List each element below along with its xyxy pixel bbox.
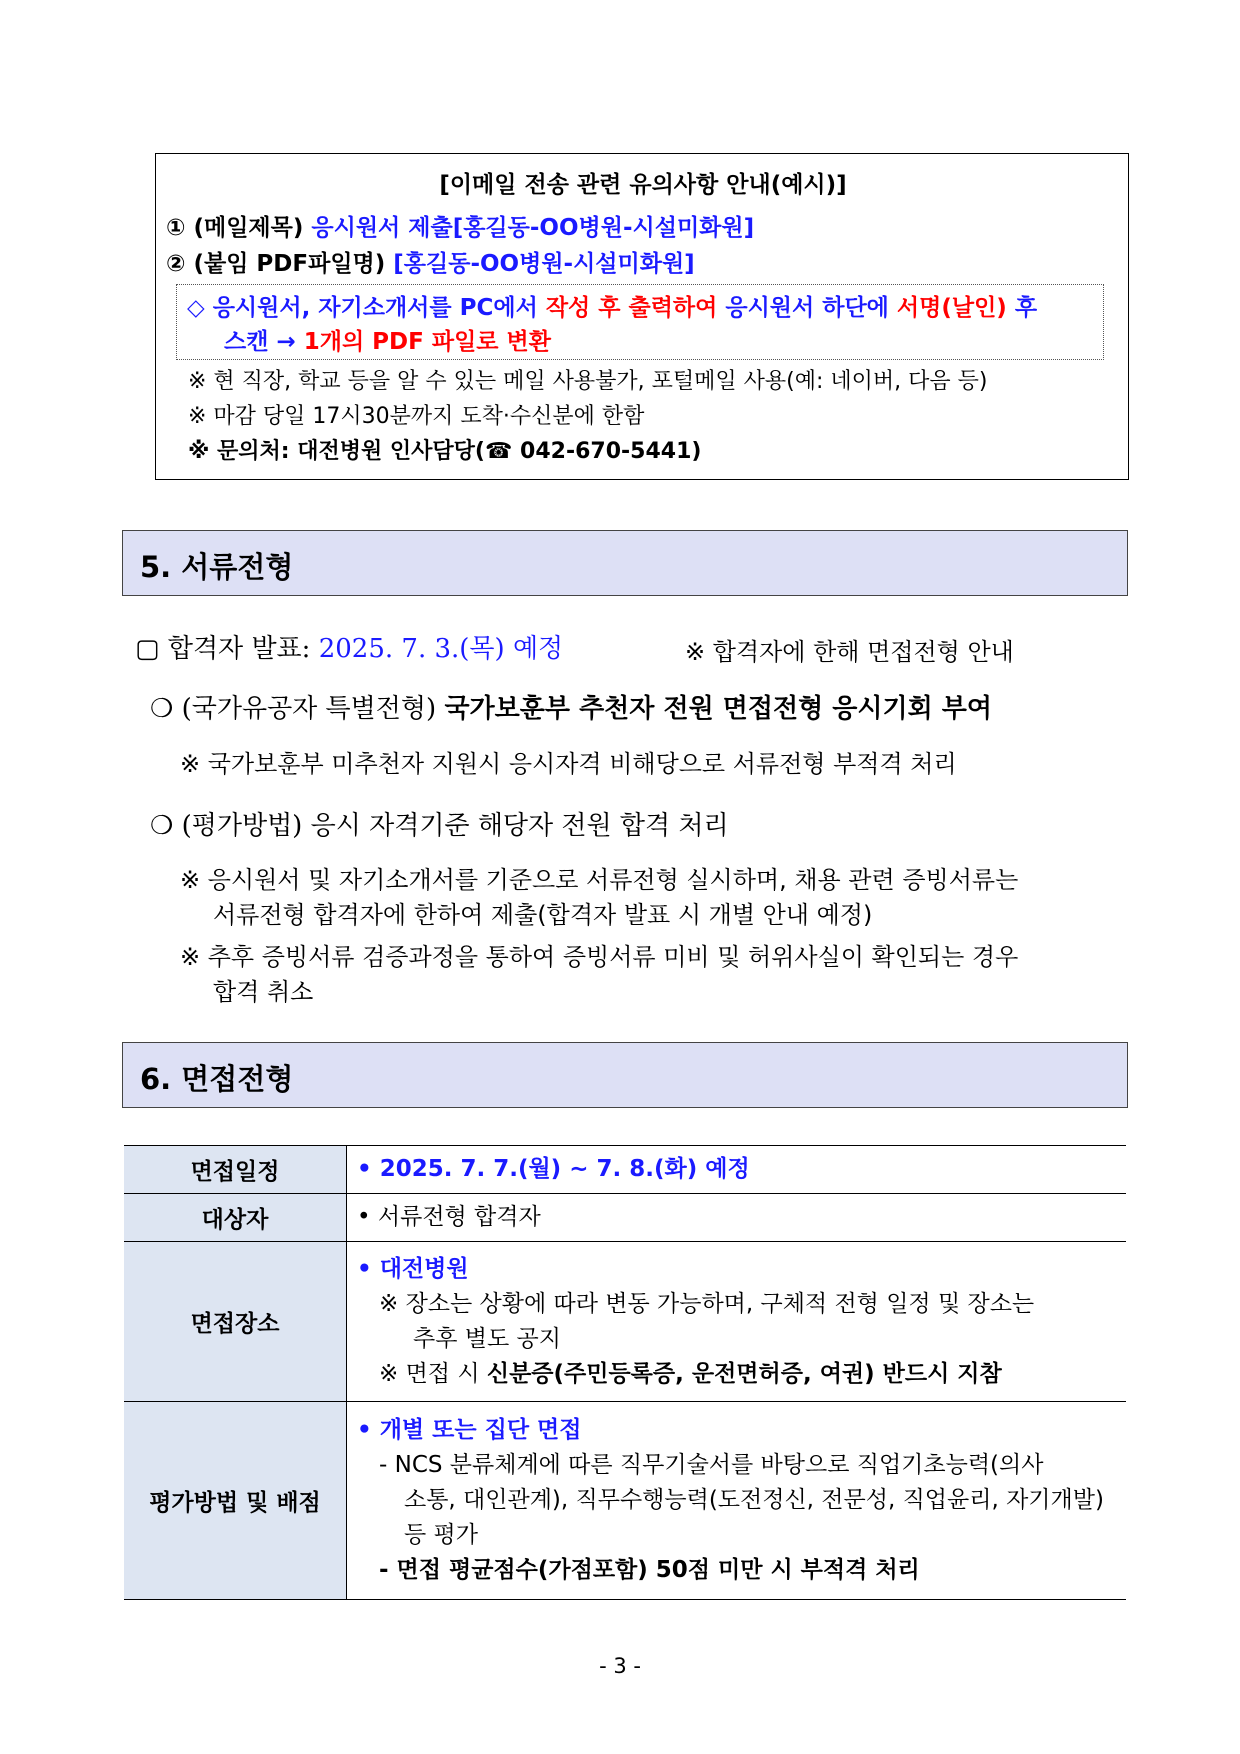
- schedule-value: • 2025. 7. 7.(월) ~ 7. 8.(화) 예정: [347, 1146, 1127, 1194]
- announce-line: ▢ 합격자 발표: 2025. 7. 3.(목) 예정: [135, 634, 564, 664]
- eval-cell: [347, 1402, 1127, 1600]
- email-note-contact: ※ 문의처: 대전병원 인사담당(☎ 042-670-5441): [188, 439, 702, 464]
- email-item-filename: ② (붙임 PDF파일명) [홍길동-OO병원-시설미화원]: [166, 251, 695, 277]
- table-row: [124, 1402, 1126, 1600]
- eval-line3: 등 평가: [404, 1522, 478, 1548]
- eval-value: • 개별 또는 집단 면접: [357, 1417, 582, 1443]
- eval-line1: - NCS 분류체계에 따른 직무기술서를 바탕으로 직업기초능력(의사: [379, 1452, 1044, 1478]
- section5-title: 5. 서류전형: [140, 550, 294, 584]
- doc-note2-line2: 합격 취소: [213, 978, 314, 1006]
- place-cell: [347, 1242, 1127, 1402]
- eval-label: 평가방법 및 배점: [124, 1402, 347, 1600]
- place-note1-line1: ※ 장소는 상황에 따라 변동 가능하며, 구체적 전형 일정 및 장소는: [379, 1290, 1035, 1317]
- pdf-instruction-line1: ◇ 응시원서, 자기소개서를 PC에서 작성 후 출력하여 응시원서 하단에 서명(날인) 후: [187, 295, 1038, 321]
- section6-title: 6. 면접전형: [140, 1062, 294, 1096]
- doc-note1-line2: 서류전형 합격자에 한하여 제출(합격자 발표 시 개별 안내 예정): [213, 901, 873, 929]
- pdf-instruction-box: [176, 284, 1104, 360]
- eval-line2: 소통, 대인관계), 직무수행능력(도전정신, 전문성, 직업윤리, 자기개발): [404, 1487, 1104, 1513]
- email-notice-box: [155, 153, 1129, 480]
- table-row: [124, 1242, 1126, 1402]
- place-note1-line2: 추후 별도 공지: [413, 1325, 561, 1352]
- target-label: 대상자: [124, 1194, 347, 1242]
- target-value: • 서류전형 합격자: [347, 1194, 1127, 1242]
- announce-note: ※ 합격자에 한해 면접전형 안내: [685, 638, 1014, 666]
- table-row: [124, 1194, 1126, 1242]
- email-note-deadline: ※ 마감 당일 17시30분까지 도착·수신분에 한함: [188, 404, 645, 429]
- page-number: - 3 -: [599, 1654, 641, 1678]
- place-label: 면접장소: [124, 1242, 347, 1402]
- email-notice-title: [이메일 전송 관련 유의사항 안내(예시)]: [439, 172, 847, 198]
- eval-method-item: ❍ (평가방법) 응시 자격기준 해당자 전원 합격 처리: [150, 811, 729, 841]
- interview-table: [124, 1145, 1126, 1600]
- table-row: [124, 1146, 1126, 1194]
- section5-header: [122, 530, 1128, 596]
- merit-item: ❍ (국가유공자 특별전형) 국가보훈부 추천자 전원 면접전형 응시기회 부여: [150, 694, 993, 724]
- email-note-mail-usage: ※ 현 직장, 학교 등을 알 수 있는 메일 사용불가, 포털메일 사용(예: 네이버, 다음 등): [188, 369, 988, 394]
- place-note2: ※ 면접 시 신분증(주민등록증, 운전면허증, 여권) 반드시 지참: [379, 1360, 1002, 1387]
- merit-note: ※ 국가보훈부 미추천자 지원시 응시자격 비해당으로 서류전형 부적격 처리: [180, 750, 957, 778]
- eval-line4: - 면접 평균점수(가점포함) 50점 미만 시 부적격 처리: [379, 1557, 920, 1583]
- schedule-label: 면접일정: [124, 1146, 347, 1194]
- place-value: • 대전병원: [357, 1255, 469, 1282]
- doc-note2-line1: ※ 추후 증빙서류 검증과정을 통하여 증빙서류 미비 및 허위사실이 확인되는 경우: [180, 943, 1019, 971]
- section6-header: [122, 1042, 1128, 1108]
- doc-note1-line1: ※ 응시원서 및 자기소개서를 기준으로 서류전형 실시하며, 채용 관련 증빙서류는: [180, 866, 1019, 894]
- email-item-subject: ① (메일제목) 응시원서 제출[홍길동-OO병원-시설미화원]: [166, 215, 755, 241]
- pdf-instruction-line2: 스캔 → 1개의 PDF 파일로 변환: [224, 329, 551, 355]
